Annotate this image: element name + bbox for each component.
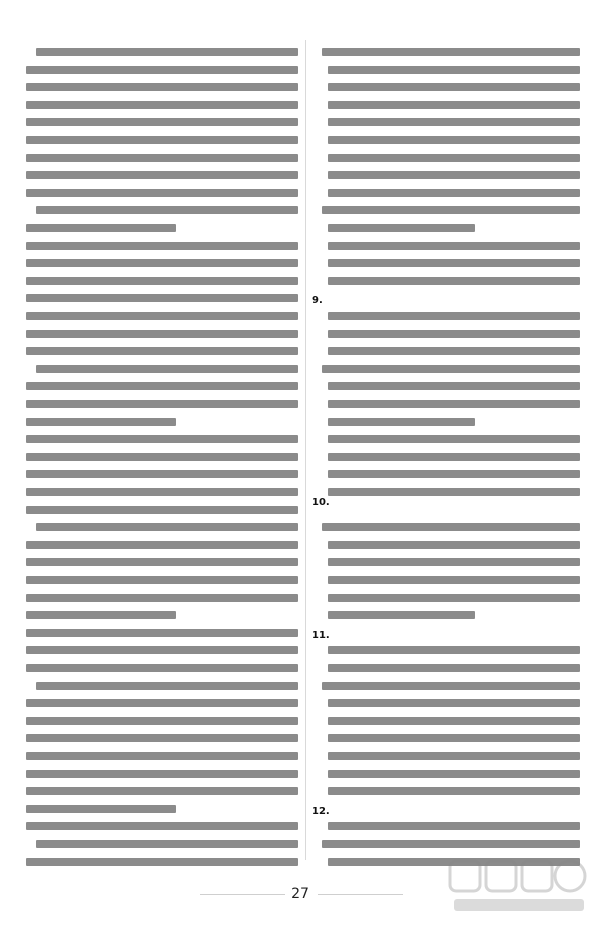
text-line — [26, 699, 298, 707]
text-line — [328, 382, 580, 390]
text-line — [322, 840, 580, 848]
text-line — [328, 699, 580, 707]
text-line — [36, 840, 298, 848]
text-line — [26, 259, 298, 267]
text-line — [26, 294, 298, 302]
text-line — [26, 330, 298, 338]
text-line — [26, 101, 298, 109]
text-line — [26, 277, 298, 285]
text-line — [328, 558, 580, 566]
text-line — [26, 435, 298, 443]
text-line — [26, 506, 298, 514]
text-line — [328, 453, 580, 461]
text-line — [328, 154, 580, 162]
text-line — [26, 242, 298, 250]
text-line — [328, 277, 580, 285]
text-line — [322, 523, 580, 531]
text-line — [328, 224, 475, 232]
text-line — [26, 418, 176, 426]
text-line — [26, 594, 298, 602]
text-line — [36, 365, 298, 373]
text-line — [322, 206, 580, 214]
question-number-12: 12. — [312, 806, 330, 817]
text-line — [26, 629, 298, 637]
text-line — [26, 66, 298, 74]
text-line — [328, 576, 580, 584]
text-line — [328, 594, 580, 602]
text-line — [328, 734, 580, 742]
text-line — [328, 83, 580, 91]
text-line — [328, 171, 580, 179]
text-line — [328, 118, 580, 126]
text-line — [26, 787, 298, 795]
text-line — [26, 770, 298, 778]
text-line — [328, 242, 580, 250]
text-line — [26, 805, 176, 813]
text-line — [36, 523, 298, 531]
text-line — [328, 752, 580, 760]
text-line — [26, 558, 298, 566]
text-line — [26, 382, 298, 390]
text-line — [26, 752, 298, 760]
text-line — [26, 717, 298, 725]
text-line — [328, 822, 580, 830]
text-line — [328, 66, 580, 74]
text-line — [328, 189, 580, 197]
text-line — [328, 541, 580, 549]
text-line — [26, 858, 298, 866]
text-line — [36, 682, 298, 690]
text-line — [328, 136, 580, 144]
text-line — [328, 717, 580, 725]
text-line — [26, 83, 298, 91]
text-line — [328, 347, 580, 355]
text-line — [36, 48, 298, 56]
text-line — [328, 400, 580, 408]
text-line — [322, 365, 580, 373]
text-line — [26, 136, 298, 144]
text-line — [26, 576, 298, 584]
text-line — [26, 646, 298, 654]
text-line — [328, 646, 580, 654]
text-line — [328, 470, 580, 478]
text-line — [328, 664, 580, 672]
text-line — [26, 470, 298, 478]
text-line — [26, 734, 298, 742]
text-line — [26, 171, 298, 179]
question-number-11: 11. — [312, 630, 330, 641]
text-line — [26, 118, 298, 126]
text-line — [328, 488, 580, 496]
text-line — [26, 224, 176, 232]
text-line — [328, 787, 580, 795]
question-number-9: 9. — [312, 295, 323, 306]
question-number-10: 10. — [312, 497, 330, 508]
text-line — [328, 101, 580, 109]
text-line — [26, 822, 298, 830]
text-line — [26, 541, 298, 549]
footer-rule-right — [318, 894, 403, 895]
text-line — [328, 312, 580, 320]
column-divider — [305, 40, 306, 860]
text-line — [26, 189, 298, 197]
text-line — [328, 770, 580, 778]
text-line — [26, 488, 298, 496]
text-line — [26, 453, 298, 461]
text-line — [322, 682, 580, 690]
watermark-logo-icon — [444, 851, 594, 921]
page-number: 27 — [291, 886, 309, 902]
text-line — [26, 611, 176, 619]
text-line — [26, 664, 298, 672]
text-line — [328, 259, 580, 267]
text-line — [26, 312, 298, 320]
text-line — [26, 154, 298, 162]
text-line — [328, 435, 580, 443]
text-line — [328, 418, 475, 426]
text-line — [328, 330, 580, 338]
text-line — [26, 400, 298, 408]
text-line — [26, 347, 298, 355]
text-line — [328, 611, 475, 619]
text-line — [36, 206, 298, 214]
text-line — [322, 48, 580, 56]
